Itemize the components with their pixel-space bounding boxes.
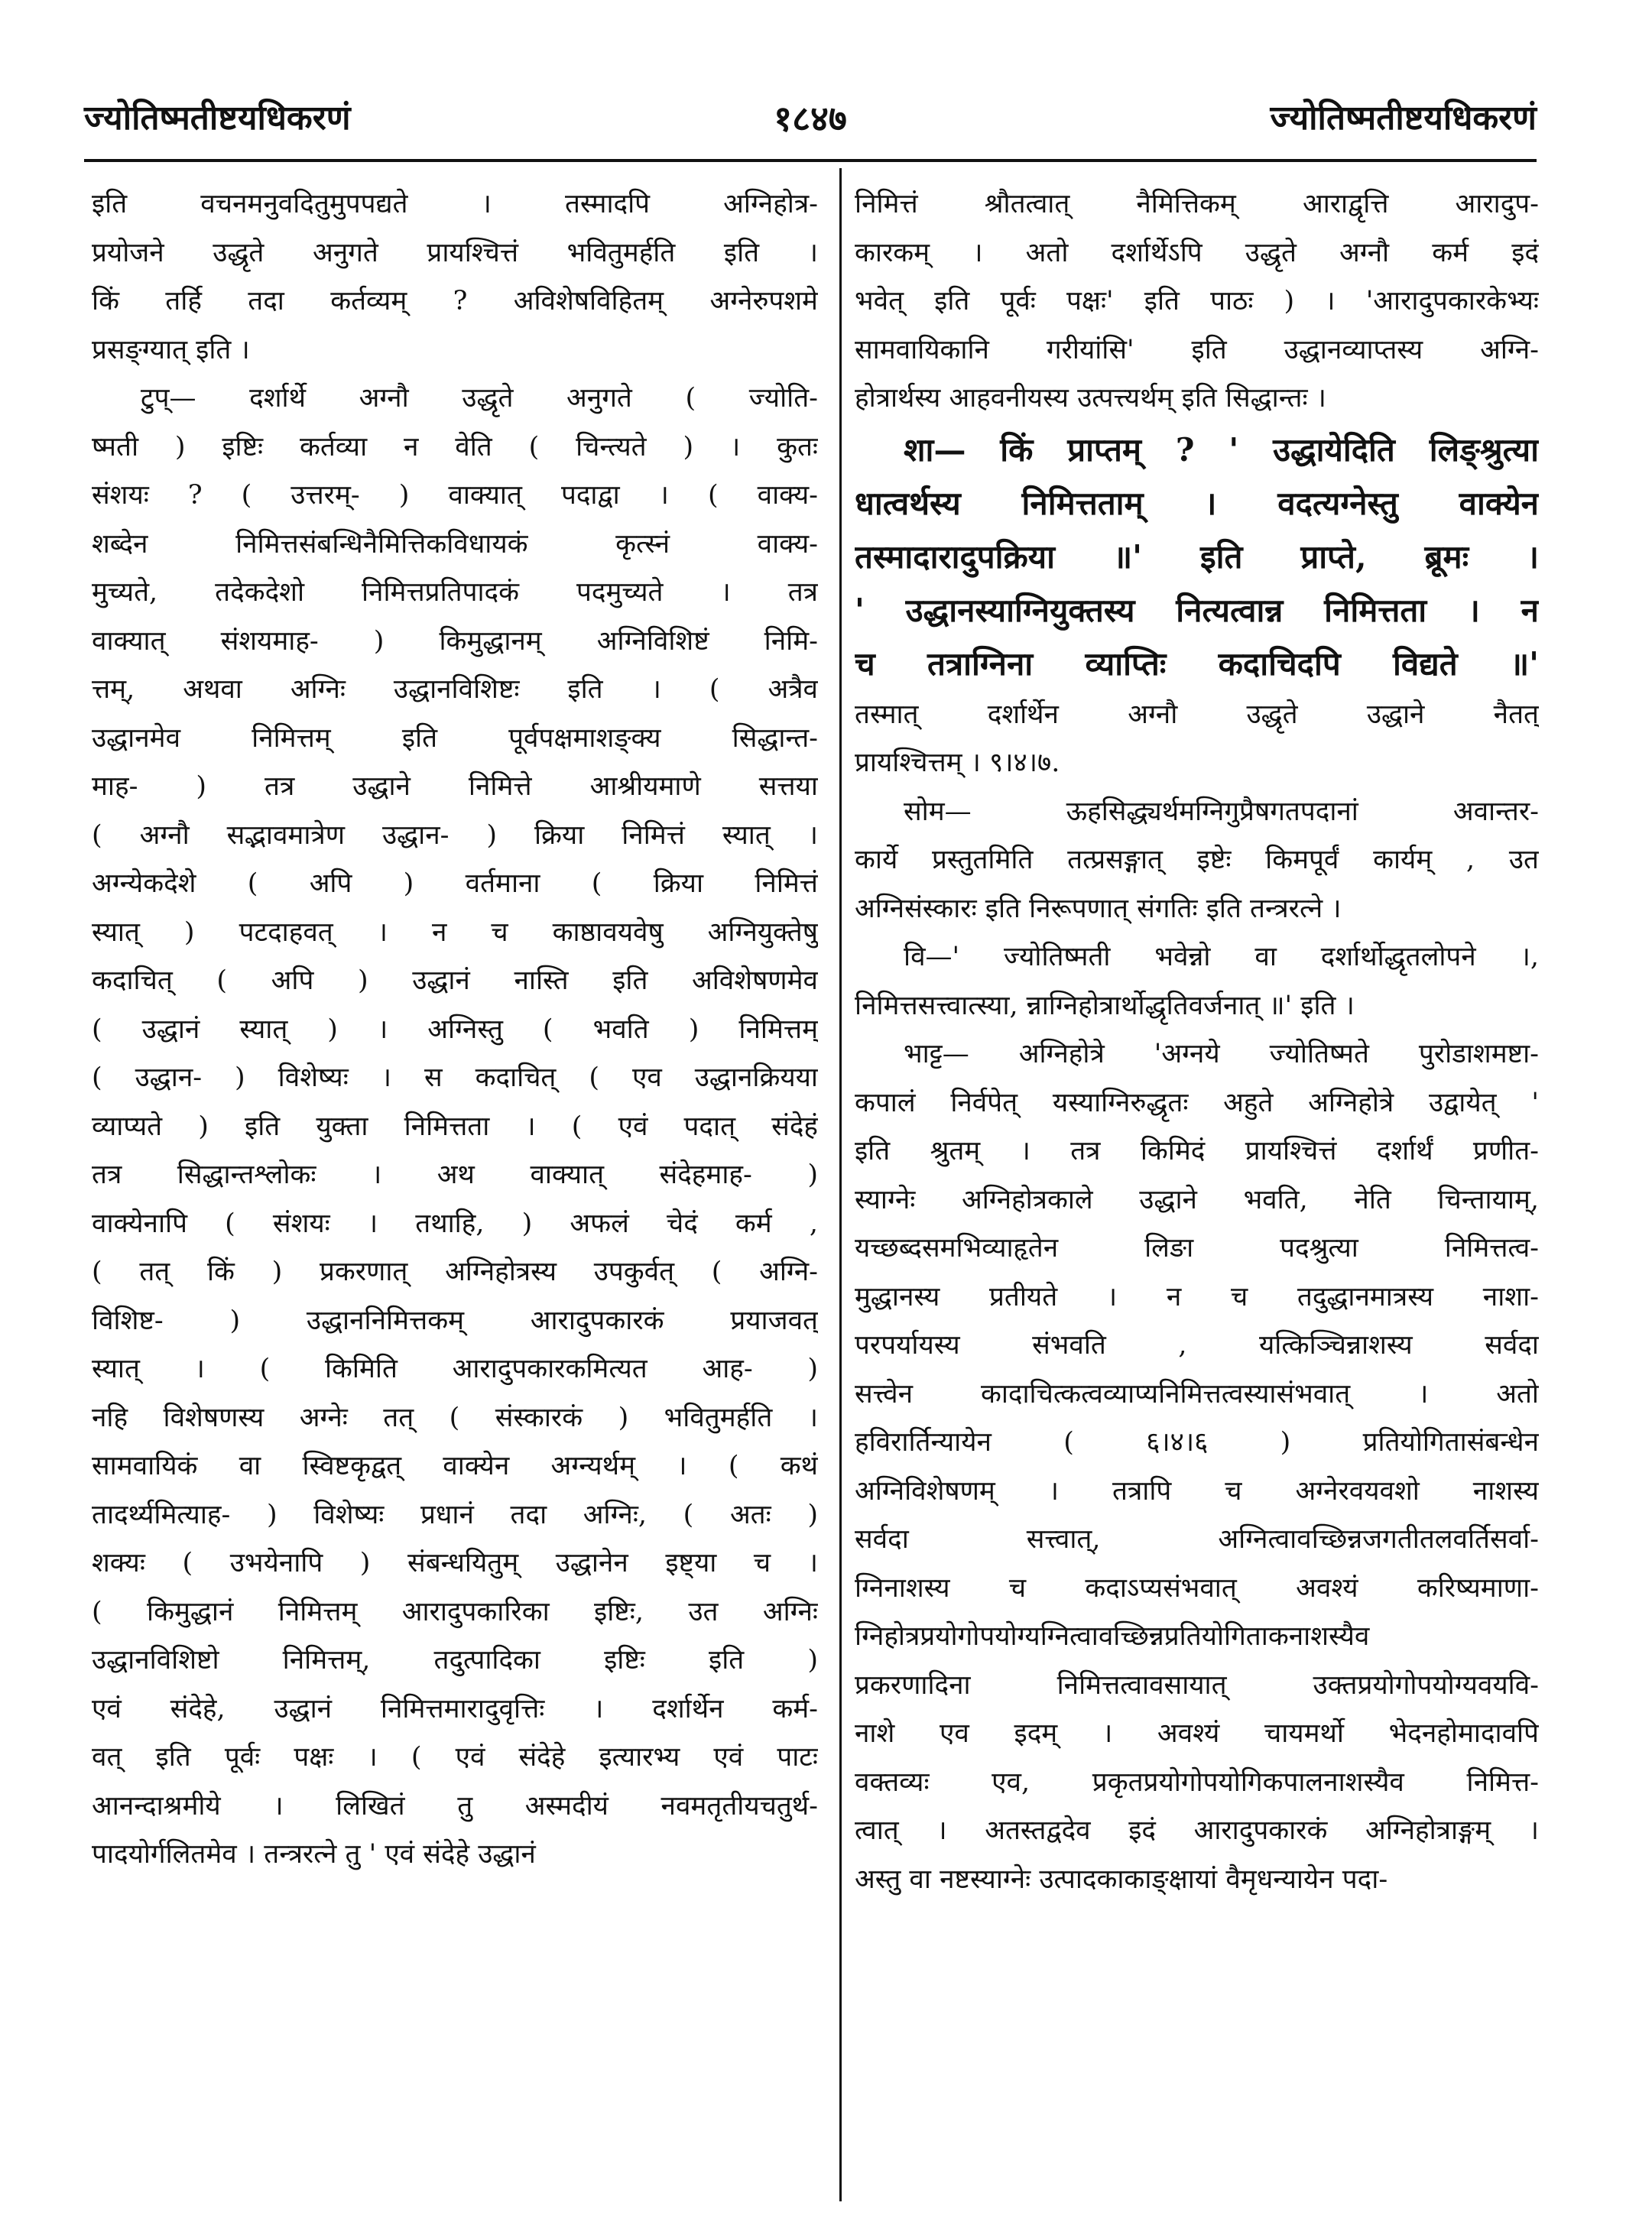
paragraph [855,180,1539,423]
page-number: १८४७ [774,98,847,139]
text-line: ( तत् किं ) प्रकरणात् अग्निहोत्रस्य उपकुर्वत् ( अग्नि- [92,1257,818,1287]
text-line: धात्वर्थस्य निमित्तताम् । वदत्यग्नेस्तु वाक्येन [855,484,1539,522]
header-left-title: ज्योतिष्मतीष्टयधिकरणं [84,99,351,138]
paragraph [855,933,1539,1030]
text-line: वाक्येनापि ( संशयः । तथाहि, ) अफलं चेदं कर्म , [92,1208,818,1239]
header-right-title: ज्योतिष्मतीष्टयधिकरणं [1270,99,1537,138]
text-line: प्रकरणादिना निमित्तत्वावसायात् उक्तप्रयोगोपयोग्यवयवि- [855,1669,1539,1701]
text-line: प्रायश्चित्तम् । ९।४।७. [855,748,1060,778]
text-line: सोम— ऊहसिद्ध्यर्थमग्निगुप्रैषगतपदानां अवान्तर- [904,796,1539,827]
paragraph [855,423,1539,788]
text-line: हविरार्तिन्यायेन ( ६।४।६ ) प्रतियोगितासंबन्धेन [855,1427,1539,1458]
left-column [92,180,818,1880]
paragraph [92,180,818,375]
text-line: सामवायिकानि गरीयांसि' इति उद्धानव्याप्तस्य अग्नि- [855,334,1539,365]
text-line: तादर्थ्यमित्याह- ) विशेष्यः प्रधानं तदा अग्निः, ( अतः ) [92,1499,818,1530]
text-line: ष्मती ) इष्टिः कर्तव्या न वेति ( चिन्त्यते ) । कुतः [92,431,818,462]
text-line: आनन्दाश्रमीये । लिखितं तु अस्मदीयं नवमतृतीयचतुर्थ- [92,1790,818,1821]
text-line: ( अग्नौ सद्भावमात्रेण उद्धान- ) क्रिया निमित्तं स्यात् । [92,819,818,851]
text-line: अग्निविशेषणम् । तत्रापि च अग्नेरवयवशो नाशस्य [855,1475,1539,1507]
text-line: ग्निहोत्रप्रयोगोपयोग्यग्नित्वावच्छिन्नप्रतियोगिताकनाशस्यैव [855,1621,1370,1652]
text-line: होत्रार्थस्य आहवनीयस्य उत्पत्त्यर्थम् इति सिद्धान्तः । [855,383,1326,414]
text-line: प्रयोजने उद्धृते अनुगते प्रायश्चित्तं भवितुमर्हति इति । [92,237,818,268]
text-line: स्यात् । ( किमिति आरादुपकारकमित्यत आह- ) [92,1354,818,1384]
text-line: प्रसङ्ग्यात् इति । [92,334,250,365]
text-line: पादयोर्गलितमेव । तन्त्ररत्ने तु ' एवं संदेहे उद्धानं [92,1839,536,1870]
running-header [84,84,1537,153]
text-line: मुच्यते, तदेकदेशो निमित्तप्रतिपादकं पदमुच्यते । तत्र [92,577,818,608]
text-line: ( किमुद्धानं निमित्तम् आरादुपकारिका इष्टिः, उत अग्निः [92,1596,818,1627]
text-line: सत्त्वेन कादाचित्कत्वव्याप्यनिमित्तत्वस्यासंभवात् । अतो [855,1378,1539,1409]
text-line: इति श्रुतम् । तत्र किमिदं प्रायश्चित्तं दर्शार्थं प्रणीत- [855,1136,1539,1166]
text-line: त्तम्, अथवा अग्निः उद्धानविशिष्टः इति । ( अत्रैव [92,674,818,705]
text-line: अस्तु वा नष्टस्याग्नेः उत्पादकाकाङ्क्षायां वैमृधन्यायेन पदा- [855,1864,1388,1895]
text-line: मुद्धानस्य प्रतीयते । न च तदुद्धानमात्रस्य नाशा- [855,1281,1539,1312]
text-line: इति वचनमनुवदितुमुपपद्यते । तस्मादपि अग्निहोत्र- [92,189,818,219]
text-line: किं तर्हि तदा कर्तव्यम् ? अविशेषविहितम् अग्नेरुपशमे [92,286,818,316]
text-line: अग्न्येकदेशे ( अपि ) वर्तमाना ( क्रिया निमित्तं [92,868,818,899]
paragraph [855,788,1539,934]
text-line: माह- ) तत्र उद्धाने निमित्ते आश्रीयमाणे सत्तया [92,771,818,802]
text-line: निमित्तं श्रौतत्वात् नैमित्तिकम् आराद्वृत्ति आरादुप- [855,189,1539,219]
paragraph [92,375,818,1880]
text-line: निमित्तसत्त्वात्स्या, न्नाग्निहोत्रार्थोद्धृतिवर्जनात् ॥' इति । [855,990,1355,1021]
text-line: शा— किं प्राप्तम् ? ' उद्धायेदिति लिङ्श्रुत्या [904,430,1539,469]
text-line: तस्मादारादुपक्रिया ॥' इति प्राप्ते, ब्रूमः । [855,537,1539,576]
text-line: नाशे एव इदम् । अवश्यं चायमर्थो भेदनहोमादावपि [855,1718,1539,1749]
text-line: वत् इति पूर्वः पक्षः । ( एवं संदेहे इत्यारभ्य एवं पाटः [92,1742,818,1773]
text-line: उद्धानविशिष्टो निमित्तम्, तदुत्पादिका इष्टिः इति ) [92,1645,818,1675]
text-line: कारकम् । अतो दर्शार्थेऽपि उद्धृते अग्नौ कर्म इदं [855,237,1539,268]
text-line: भाट्ट— अग्निहोत्रे 'अग्नये ज्योतिष्मते पुरोडाशमष्टा- [904,1039,1539,1069]
text-line: सामवायिकं वा स्विष्टकृद्वत् वाक्येन अग्न्यर्थम् । ( कथं [92,1451,818,1481]
text-line: स्यात् ) पटदाहवत् । न च काष्ठावयवेषु अग्नियुक्तेषु [92,916,818,948]
text-line: संशयः ? ( उत्तरम्- ) वाक्यात् पदाद्वा । ( वाक्य- [92,480,818,511]
text-line: शब्देन निमित्तसंबन्धिनैमित्तिकविधायकं कृत्स्नं वाक्य- [92,528,818,560]
text-line: परपर्यायस्य संभवति , यत्किञ्चिन्नाशस्य सर्वदा [855,1330,1539,1361]
text-line: उद्धानमेव निमित्तम् इति पूर्वपक्षमाशङ्क्य सिद्धान्त- [92,722,818,754]
text-line: च तत्राग्निना व्याप्तिः कदाचिदपि विद्यते ॥' [855,644,1539,683]
text-line: यच्छब्दसमभिव्याहृतेन लिङा पदश्रुत्या निमित्तत्व- [855,1233,1539,1263]
header-rule [84,159,1537,162]
text-line: वि—' ज्योतिष्मती भवेन्नो वा दर्शार्थोद्धृतलोपने ।, [904,942,1539,972]
text-line: एवं संदेहे, उद्धानं निमित्तमारादुवृत्तिः । दर्शार्थेन कर्म- [92,1693,818,1724]
text-line: ' उद्धानस्याग्नियुक्तस्य नित्यत्वान्न निमित्तता । न [855,591,1539,629]
text-line: कार्ये प्रस्तुतमिति तत्प्रसङ्गात् इष्टेः किमपूर्वं कार्यम् , उत [855,845,1539,875]
right-column [855,180,1539,1904]
paragraph [855,1030,1539,1904]
text-line: भवेत् इति पूर्वः पक्षः' इति पाठः ) । 'आरादुपकारकेभ्यः [855,286,1539,316]
text-line: नहि विशेषणस्य अग्नेः तत् ( संस्कारकं ) भवितुमर्हति । [92,1402,818,1433]
column-divider [839,168,842,2201]
text-line: स्याग्नेः अग्निहोत्रकाले उद्धाने भवति, नेति चिन्तायाम्, [855,1184,1539,1215]
text-line: शक्यः ( उभयेनापि ) संबन्धयितुम् उद्धानेन इष्ट्या च । [92,1548,818,1578]
text-line: अग्निसंस्कारः इति निरूपणात् संगतिः इति तन्त्ररत्ने । [855,893,1342,924]
text-line: ग्निनाशस्य च कदाऽप्यसंभवात् अवश्यं करिष्यमाणा- [855,1572,1539,1604]
text-line: कदाचित् ( अपि ) उद्धानं नास्ति इति अविशेषणमेव [92,965,818,996]
text-line: वक्तव्यः एव, प्रकृतप्रयोगोपयोगिकपालनाशस्यैव निमित्त- [855,1766,1539,1798]
text-line: टुप्— दर्शार्थे अग्नौ उद्धृते अनुगते ( ज्योति- [141,383,818,414]
text-line: व्याप्यते ) इति युक्ता निमित्तता । ( एवं पदात् संदेहं [92,1111,818,1142]
text-line: तत्र सिद्धान्तश्लोकः । अथ वाक्यात् संदेहमाह- ) [92,1160,818,1190]
text-line: ( उद्धान- ) विशेष्यः । स कदाचित् ( एव उद्धानक्रियया [92,1062,818,1093]
text-line: विशिष्ट- ) उद्धाननिमित्तकम् आरादुपकारकं प्रयाजवत् [92,1305,818,1336]
text-line: त्वात् । अतस्तद्वदेव इदं आरादुपकारकं अग्निहोत्राङ्गम् । [855,1815,1539,1846]
text-line: सर्वदा सत्त्वात्, अग्नित्वावच्छिन्नजगतीतलवर्तिसर्वा- [855,1524,1539,1555]
text-line: ( उद्धानं स्यात् ) । अग्निस्तु ( भवति ) निमित्तम् [92,1014,818,1045]
text-line: वाक्यात् संशयमाह- ) किमुद्धानम् अग्निविशिष्टं निमि- [92,625,818,657]
text-line: तस्मात् दर्शार्थेन अग्नौ उद्धृते उद्धाने नैतत् [855,699,1539,730]
text-line: कपालं निर्वपेत् यस्याग्निरुद्धृतः अहुते अग्निहोत्रे उद्वायेत् ' [855,1087,1539,1118]
